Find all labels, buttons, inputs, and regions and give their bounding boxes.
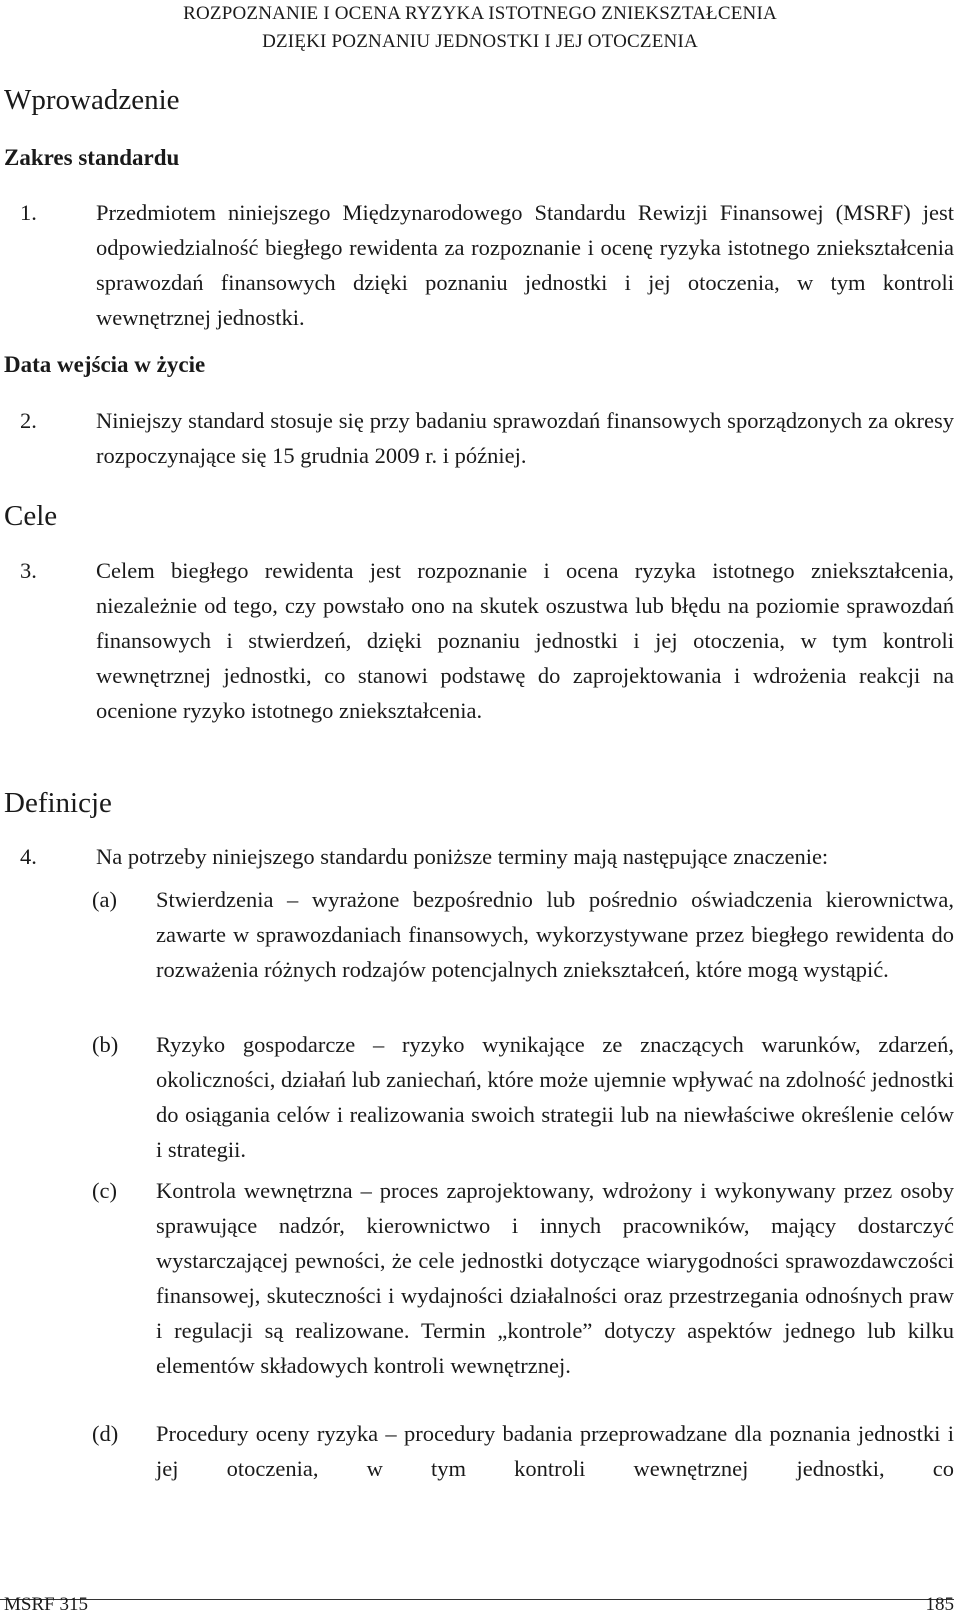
paragraph-text: Na potrzeby niniejszego standardu poniższe terminy mają następujące znaczenie: (96, 844, 829, 869)
heading-data-wejscia: Data wejścia w życie (4, 352, 206, 377)
paragraph-number: 2. (20, 408, 37, 433)
paragraph-number: 1. (20, 200, 37, 225)
paragraph-4 (4, 839, 954, 874)
definition-text: Procedury oceny ryzyka – procedury badania przeprowadzane dla poznania jednostki i jej otoczenia, w tym kontroli wewnętrznej jednostki, co (156, 1421, 954, 1481)
page-number: 185 (925, 1594, 954, 1615)
running-header-line-2: DZIĘKI POZNANIU JEDNOSTKI I JEJ OTOCZENIA (262, 31, 698, 52)
heading-definicje: Definicje (4, 787, 112, 819)
definition-label: (b) (92, 1032, 119, 1057)
definition-label: (c) (92, 1178, 117, 1203)
page-footer (0, 1589, 954, 1621)
definition-c (0, 1173, 954, 1383)
heading-zakres-standardu: Zakres standardu (4, 145, 180, 170)
definition-b (0, 1027, 954, 1167)
definition-label: (a) (92, 887, 117, 912)
running-header (130, 0, 830, 56)
definition-d (0, 1416, 954, 1486)
heading-wprowadzenie: Wprowadzenie (4, 84, 180, 116)
paragraph-2 (4, 403, 954, 473)
definition-a (0, 882, 954, 987)
paragraph-number: 3. (20, 558, 37, 583)
paragraph-1 (4, 195, 954, 335)
definition-label: (d) (92, 1421, 119, 1446)
paragraph-number: 4. (20, 844, 37, 869)
paragraph-text: Niniejszy standard stosuje się przy badaniu sprawozdań finansowych sporządzonych za okresy rozpoczynające się 15 grudnia 2009 r. i później. (96, 408, 954, 468)
definition-text: Stwierdzenia – wyrażone bezpośrednio lub pośrednio oświadczenia kierownictwa, zawarte w sprawozdaniach finansowych, wykorzystywane przez biegłego rewidenta do rozważenia różnych rodzajów potencjalnych zniekształceń, które mogą wystąpić. (156, 887, 954, 982)
paragraph-text: Przedmiotem niniejszego Międzynarodowego Standardu Rewizji Finansowej (MSRF) jest odpowiedzialność biegłego rewidenta za rozpoznanie i ocenę ryzyka istotnego zniekształcenia sprawozdań finansowych dzięki poznaniu jednostki i jej otoczenia, w tym kontroli wewnętrznej jednostki. (96, 200, 954, 330)
footer-standard-name: MSRF 315 (4, 1594, 88, 1615)
running-header-line-1: ROZPOZNANIE I OCENA RYZYKA ISTOTNEGO ZNIEKSZTAŁCENIA (183, 3, 777, 24)
paragraph-3 (4, 553, 954, 728)
definition-text: Ryzyko gospodarcze – ryzyko wynikające ze znaczących warunków, zdarzeń, okoliczności, działań lub zaniechań, które może ujemnie wpływać na zdolność jednostki do osiągania celów i realizowania swoich strategii lub na niewłaściwe określenie celów i strategii. (156, 1032, 954, 1162)
heading-cele: Cele (4, 500, 58, 532)
paragraph-text: Celem biegłego rewidenta jest rozpoznanie i ocena ryzyka istotnego zniekształcenia, niezależnie od tego, czy powstało ono na skutek oszustwa lub błędu na poziomie sprawozdań finansowych i stwierdzeń, dzięki poznaniu jednostki i jej otoczenia, w tym kontroli wewnętrznej jednostki, co stanowi podstawę do zaprojektowania i wdrożenia reakcji na ocenione ryzyko istotnego zniekształcenia. (96, 558, 954, 723)
definition-text: Kontrola wewnętrzna – proces zaprojektowany, wdrożony i wykonywany przez osoby sprawujące nadzór, kierownictwo i innych pracowników, mający dostarczyć wystarczającej pewności, że cele jednostki dotyczące wiarygodności sprawozdawczości finansowej, skuteczności i wydajności działalności oraz przestrzegania odnośnych praw i regulacji są realizowane. Termin „kontrole” dotyczy aspektów jednego lub kilku elementów składowych kontroli wewnętrznej. (156, 1178, 954, 1378)
